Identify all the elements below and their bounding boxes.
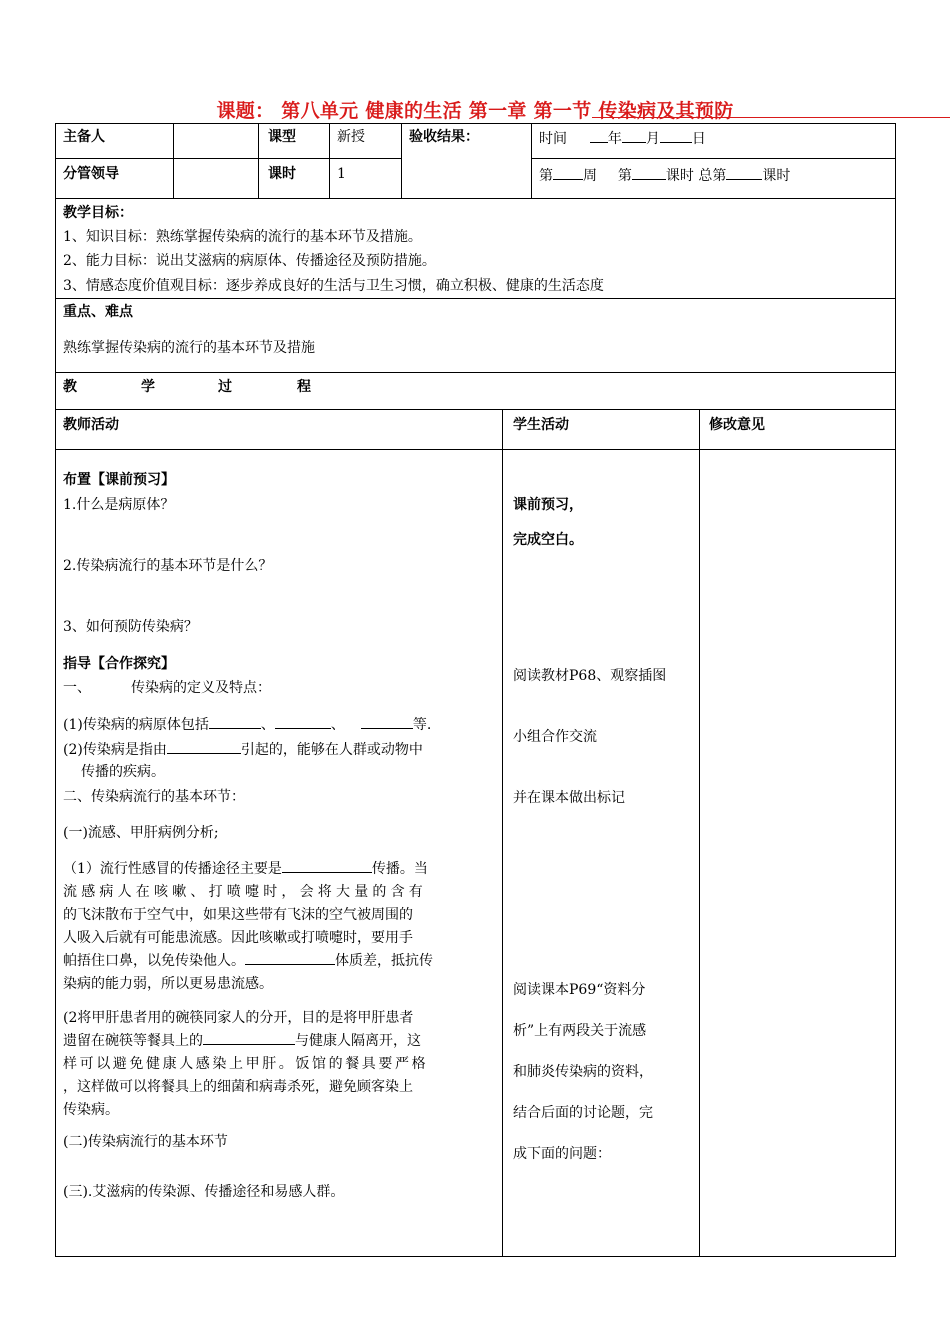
flu-line: 流感病人在咳嗽、打喷嚏时，会将大量的含有	[63, 884, 427, 900]
reading-task-line: 和肺炎传染病的资料，	[513, 1064, 653, 1080]
total-blank	[726, 165, 762, 180]
section-one-number: 一、	[63, 680, 91, 696]
month-label: 月	[645, 131, 660, 147]
answer-blank	[275, 714, 331, 729]
pathogen-prompt: (1)传染病的病原体包括	[63, 717, 209, 733]
goal-item: 3、情感态度价值观目标：逐步养成良好的生活与卫生习惯，确立积极、健康的生活态度	[63, 278, 604, 294]
type-label: 课型	[268, 129, 296, 145]
answer-blank	[203, 1030, 295, 1045]
flu-text: 传播。当	[371, 861, 428, 877]
section-one	[63, 679, 271, 697]
hep-line: (2将甲肝患者用的碗筷同家人的分开，目的是将甲肝患者	[63, 1010, 414, 1026]
student-reading-task	[513, 970, 695, 1175]
student-activity: 完成空白。	[513, 532, 583, 548]
header-row-divider-right	[531, 158, 896, 159]
line-end: 等.	[412, 717, 432, 733]
flu-text: 帕捂住口鼻，以免传染他人。	[63, 953, 245, 969]
student-activity: 课前预习，	[513, 497, 583, 513]
preview-heading: 布置【课前预习】	[63, 472, 175, 488]
day-label: 日	[691, 131, 706, 147]
definition-rest: 引起的，能够在人群或动物中	[240, 742, 423, 758]
year-label: 年	[607, 131, 622, 147]
type-value: 新授	[337, 129, 365, 145]
section-two: 二、传染病流行的基本环节：	[63, 789, 245, 805]
hep-line: ，这样做可以将餐具上的细菌和病毒杀死，避免顾客染上	[63, 1079, 413, 1095]
hepatitis-paragraph	[63, 1007, 494, 1122]
reading-task-line: 阅读课本P69“资料分	[513, 982, 646, 998]
lesson-title: 课题： 第八单元 健康的生活 第一章 第一节 传染病及其预防	[216, 100, 734, 122]
hep-text: 与健康人隔离开，这	[295, 1033, 421, 1049]
reading-task-line: 成下面的问题：	[513, 1146, 611, 1162]
student-revision-divider	[699, 409, 700, 1257]
col-divider	[531, 123, 532, 198]
process-bottom-rule	[55, 409, 896, 410]
hep-line: 样可以避免健康人感染上甲肝。饭馆的餐具要严格	[63, 1056, 429, 1072]
check-label: 验收结果：	[409, 129, 479, 145]
subsection: (二)传染病流行的基本环节	[63, 1134, 228, 1150]
process-heading-char: 程	[297, 379, 311, 395]
key-points-bottom-rule	[55, 372, 896, 373]
lesson-blank	[632, 165, 666, 180]
year-blank	[590, 128, 608, 143]
answer-blank	[282, 858, 372, 873]
subsection: (三).艾滋病的传染源、传播途径和易感人群。	[63, 1184, 345, 1200]
total-prefix: 总第	[698, 168, 727, 184]
student-activity: 小组合作交流	[513, 729, 597, 745]
leader-label: 分管领导	[63, 166, 119, 182]
separator: 、	[260, 717, 275, 733]
definition-prompt: (2)传染病是指由	[63, 742, 167, 758]
flu-paragraph	[63, 858, 494, 996]
week-suffix: 周	[583, 168, 597, 184]
goal-item: 2、能力目标：说出艾滋病的病原体、传播途径及预防措施。	[63, 253, 436, 269]
subsection: (一)流感、甲肝病例分析;	[63, 825, 219, 841]
process-heading-char: 过	[218, 379, 232, 395]
day-blank	[660, 128, 692, 143]
week-lesson-field	[539, 165, 790, 185]
key-points-heading: 重点、难点	[63, 304, 133, 320]
time-field	[539, 128, 706, 148]
reading-task-line: 结合后面的讨论题，完	[513, 1105, 653, 1121]
answer-blank	[167, 739, 241, 754]
key-points-text: 熟练掌握传染病的流行的基本环节及措施	[63, 340, 315, 356]
separator: 、	[330, 717, 345, 733]
time-label: 时间	[539, 131, 567, 147]
header-bottom-rule	[55, 198, 896, 199]
hep-line	[63, 1030, 494, 1053]
pathogen-fill-line	[63, 714, 431, 734]
student-activity: 阅读教材P68、观察插图	[513, 668, 667, 684]
preview-question: 1.什么是病原体？	[63, 497, 175, 513]
flu-line	[63, 950, 494, 973]
process-heading-char: 教	[63, 379, 77, 395]
lesson-suffix: 课时	[665, 168, 694, 184]
flu-line: 染病的能力弱，所以更易患流感。	[63, 976, 273, 992]
period-label: 课时	[268, 166, 296, 182]
col-divider	[258, 123, 259, 198]
reading-task-line: 析”上有两段关于流感	[513, 1023, 647, 1039]
goals-heading: 教学目标：	[63, 205, 133, 221]
title-underline	[592, 117, 950, 118]
period-value: 1	[337, 166, 346, 182]
teacher-student-divider	[502, 409, 503, 1257]
week-blank	[553, 165, 583, 180]
flu-line: 的飞沫散布于空气中，如果这些带有飞沫的空气被周围的	[63, 907, 413, 923]
lesson-prefix: 第	[617, 168, 632, 184]
goal-item: 1、知识目标：熟练掌握传染病的流行的基本环节及措施。	[63, 229, 422, 245]
student-column-header: 学生活动	[513, 417, 569, 433]
goals-bottom-rule	[55, 298, 896, 299]
section-one-text: 传染病的定义及特点：	[131, 680, 271, 696]
header-row-divider	[55, 158, 402, 159]
col-divider	[173, 123, 174, 198]
flu-text: （1）流行性感冒的传播途径主要是	[63, 861, 282, 877]
teacher-column-header: 教师活动	[63, 417, 119, 433]
answer-blank	[245, 950, 335, 965]
flu-line	[63, 858, 494, 881]
flu-line: 人吸入后就有可能患流感。因此咳嗽或打喷嚏时，要用手	[63, 930, 413, 946]
student-activity: 并在课本做出标记	[513, 790, 625, 806]
month-blank	[622, 128, 646, 143]
week-prefix: 第	[539, 168, 553, 184]
col-divider	[401, 123, 402, 198]
preparer-label: 主备人	[63, 129, 105, 145]
process-heading-char: 学	[141, 379, 155, 395]
column-header-bottom-rule	[55, 449, 896, 450]
explore-heading: 指导【合作探究】	[63, 656, 175, 672]
hep-line: 传染病。	[63, 1102, 119, 1118]
answer-blank	[209, 714, 261, 729]
hep-text: 遗留在碗筷等餐具上的	[63, 1033, 203, 1049]
flu-text: 体质差，抵抗传	[335, 953, 433, 969]
preview-question: 2.传染病流行的基本环节是什么？	[63, 558, 273, 574]
col-divider	[329, 123, 330, 198]
definition-continuation: 传播的疾病。	[81, 764, 165, 780]
definition-fill-line	[63, 739, 423, 759]
total-suffix: 课时	[762, 168, 791, 184]
preview-question: 3、如何预防传染病？	[63, 619, 198, 635]
answer-blank	[361, 714, 413, 729]
revision-column-header: 修改意见	[709, 417, 765, 433]
